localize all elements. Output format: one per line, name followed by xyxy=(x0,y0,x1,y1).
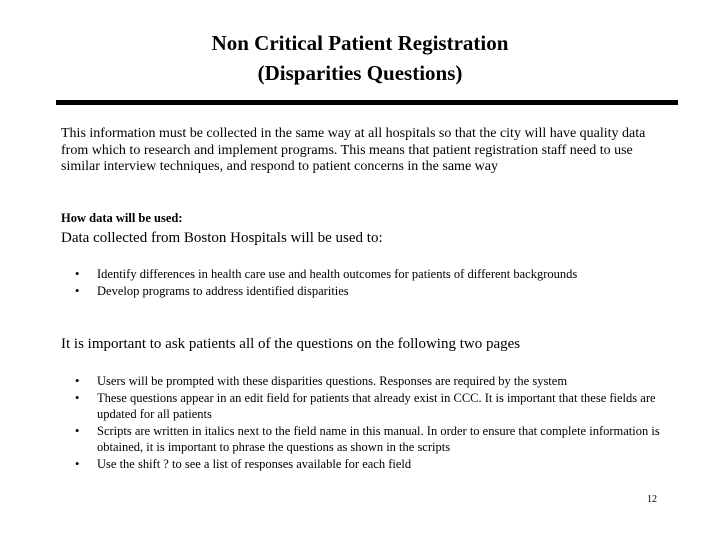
bullet-icon: • xyxy=(75,423,80,438)
usage-lead: Data collected from Boston Hospitals will be used to: xyxy=(61,230,383,246)
list-item-text: Users will be prompted with these disparities questions. Responses are required by the system xyxy=(97,374,568,388)
importance-list xyxy=(72,373,662,472)
list-item xyxy=(72,423,662,456)
list-item-text: Use the shift ? to see a list of responses available for each field xyxy=(97,456,412,471)
bullet-icon: • xyxy=(75,374,80,388)
bullet-icon: • xyxy=(75,456,80,471)
title-divider xyxy=(56,100,678,105)
list-item xyxy=(72,456,662,473)
title-line-1: Non Critical Patient Registration xyxy=(211,31,509,55)
bullet-icon: • xyxy=(75,390,80,405)
list-item xyxy=(72,373,662,390)
list-item xyxy=(72,390,662,423)
page-number: 12 xyxy=(647,494,657,505)
usage-list xyxy=(72,266,662,299)
list-item xyxy=(72,283,662,300)
page-title xyxy=(0,28,720,88)
title-line-2: (Disparities Questions) xyxy=(257,61,463,85)
bullet-icon: • xyxy=(75,283,80,298)
list-item-text: Scripts are written in italics next to the field name in this manual. In order to ensure that complete information is obtained, it is important to phrase the questions as shown in the scripts xyxy=(97,423,660,454)
usage-heading: How data will be used: xyxy=(61,211,183,225)
list-item-text: These questions appear in an edit field for patients that already exist in CCC. It is important that these fields are updated for all patients xyxy=(97,390,656,421)
intro-paragraph: This information must be collected in the same way at all hospitals so that the city will have quality data from which to research and implement programs. This means that patient registration staff need to use similar interview techniques, and respond to patient concerns in the same way xyxy=(61,126,646,174)
list-item-text: Develop programs to address identified disparities xyxy=(97,283,349,298)
list-item-text: Identify differences in health care use and health outcomes for patients of different backgrounds xyxy=(97,267,578,281)
importance-lead: It is important to ask patients all of the questions on the following two pages xyxy=(61,336,521,352)
bullet-icon: • xyxy=(75,267,80,281)
list-item xyxy=(72,266,662,283)
